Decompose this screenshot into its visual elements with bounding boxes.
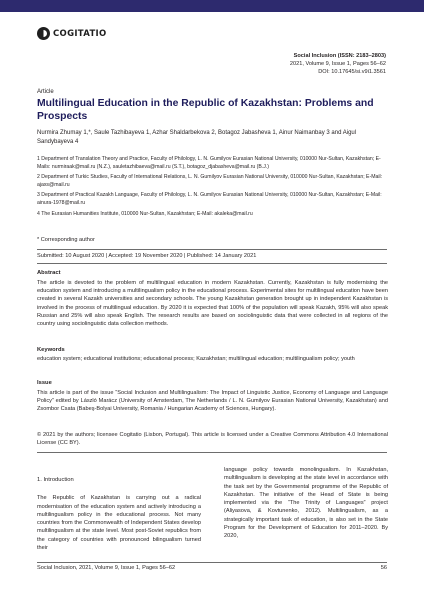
affiliation-item: 1 Department of Translation Theory and Practice, Faculty of Philology, L. N. Gumilyov Eurasian National University, 010000 Nur-Sultan, Kazakhstan; E-Mails: nurmiraak@mail.ru (N.Z.), sauletazhibaeva@mail.ru (S.T.), botagoz_djabasheva@mail.ru (B.J.) [37,156,381,170]
issue-heading: Issue [37,380,52,386]
journal-name: Social Inclusion (ISSN: 2183–2803) [293,53,386,59]
affiliations [37,156,389,221]
divider [37,452,387,453]
journal-doi: DOI: 10.17645/si.v9i1.3561 [318,69,386,75]
affiliation-item: 2 Department of Turkic Studies, Faculty of International Relations, L. N. Gumilyov Eurasian National University, 010000 Nur-Sultan, Kazakhstan; E-Mail: ajaxs@mail.ru [37,174,383,188]
body-column-right [224,466,388,541]
keywords-heading: Keywords [37,347,65,353]
license-text: © 2021 by the authors; licensee Cogitatio (Lisbon, Portugal). This article is licensed under a Creative Commons Attribution 4.0 International License (CC BY). [37,432,388,447]
page-footer [37,565,387,571]
body-column-left [37,476,201,552]
body-paragraph: language policy towards monolingualism. In Kazakhstan, multilingualism is developing at the state level in accordance with the task set by the Governmental programme of the Republic of Kazakhstan. The initiative of the Head of State is being implemented via the “The Trinity of Languages” project (Aliyasova, & Kovtunenko, 2012). Multilingualism, as a strategically important task of education, is also set in the State Program for the Development of Education for 2011–2020. By 2020, [224,467,388,540]
page-number: 56 [380,565,387,571]
logo-text: COGITATIO [53,28,107,39]
divider [37,249,387,250]
keywords-text: education system; educational institutions; educational process; Kazakhstan; multilingual education; multilingualism policy; youth [37,356,355,362]
issue-text: This article is part of the issue “Social Inclusion and Multilingualism: The Impact of Linguistic Justice, Economy of Language and Language Policy” edited by László Marácz (University of Amsterdam, The Netherlands / L. N. Gumilyov Eurasian National University, Kazakhstan) and Zsombor Csata (Babeş-Bolyai University, Romania / Hungarian Academy of Sciences, Hungary). [37,390,388,413]
author-list: Nurmira Zhumay 1,*, Saule Tazhibayeva 1, Azhar Shaldarbekova 2, Botagoz Jabasheva 1, Ainur Naimanbay 3 and Aigul Sandybayeva 4 [37,130,357,146]
article-title: Multilingual Education in the Republic of Kazakhstan: Problems and Prospects [37,98,374,122]
header-bar [0,0,424,12]
body-paragraph: The Republic of Kazakhstan is carrying out a radical modernisation of the education system and actively introducing a multilingualism policy in the educational process. Not many countries from the Commonwealth of Independent States develop multilingualism at the state level. Most post-Soviet republics from the category of countries with pronounced bilingualism turned their [37,495,201,552]
footer-divider [37,562,387,563]
abstract-text: The article is devoted to the problem of multilingual education in modern Kazakhstan. Currently, Kazakhstan is fully modernising the education system and introducing a multilingualism policy in the educational process. Experimental sites for multilingual education have been created in several Kazakh universities and secondary schools. The young Kazakhstan generation brought up in independent Kazakhstan is involved in the process of multilingual education. By 2020 it is expected that 100% of the population will speak Kazakh, 95% will also speak Russian and 25% will also speak English. The research results are based on sociolinguistic data that were collected in all regions of the country using sociolinguistic data collection methods. [37,280,388,328]
publisher-logo [37,27,107,40]
cogitatio-logo-icon [37,27,50,40]
journal-meta [290,52,386,76]
affiliation-item: 3 Department of Practical Kazakh Language, Faculty of Philology, L. N. Gumilyov Eurasian National University, 010000 Nur-Sultan, Kazakhstan; E-Mail: ainura-1978@mail.ru [37,192,382,207]
corresponding-author-note: * Corresponding author [37,237,95,243]
affiliation-item: 4 The Eurasian Humanities Institute, 010000 Nur-Sultan, Kazakhstan; E-Mail: akaleka@mail.ru [37,210,253,217]
journal-volume: 2021, Volume 9, Issue 1, Pages 56–62 [289,61,386,67]
publication-dates: Submitted: 10 August 2020 | Accepted: 19 November 2020 | Published: 14 January 2021 [37,253,257,259]
divider [37,263,387,264]
article-type: Article [37,89,54,95]
footer-citation: Social Inclusion, 2021, Volume 9, Issue 1, Pages 56–62 [37,565,176,571]
abstract-heading: Abstract [37,270,61,276]
section-heading: 1. Introduction [37,477,74,483]
